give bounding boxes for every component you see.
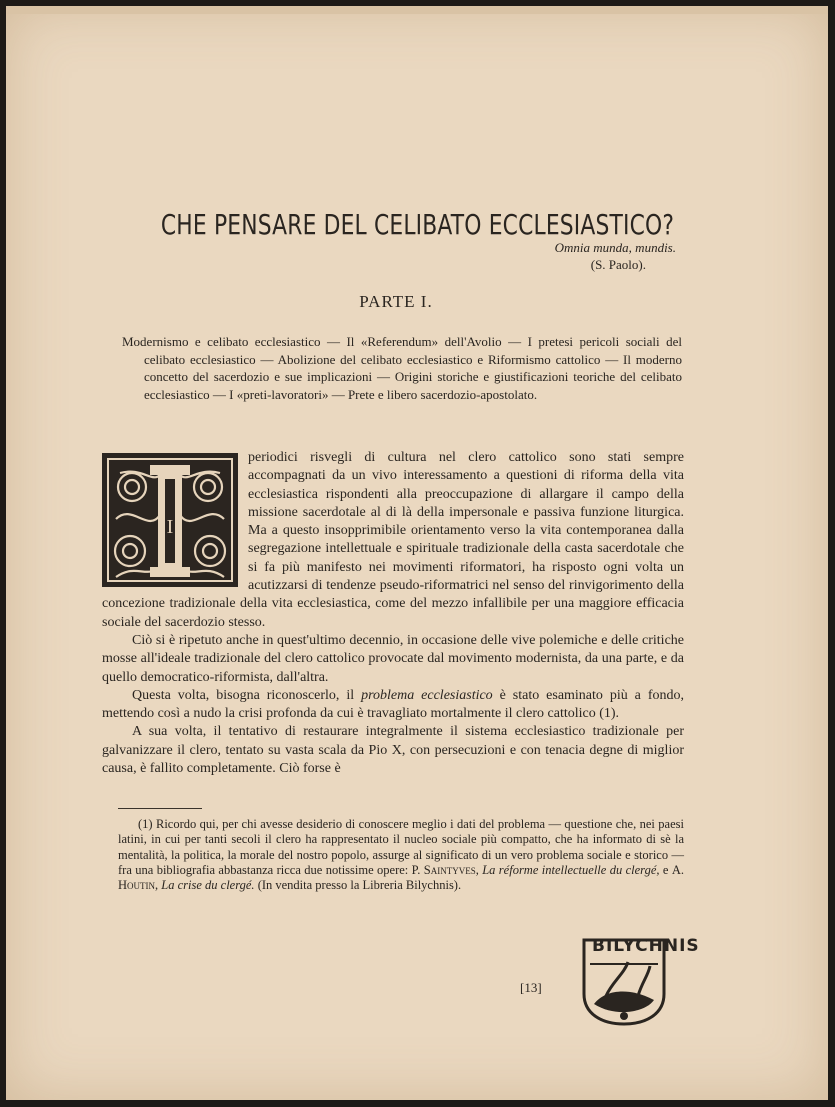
footnote xyxy=(118,817,684,893)
page xyxy=(6,6,828,1100)
ornament-icon xyxy=(102,453,238,587)
epigraph-author: (S. Paolo). xyxy=(590,257,646,272)
paragraph-4: A sua volta, il tentativo di restaurare integralmente il sistema ecclesiastico tradizionale per galvanizzare il clero, tentato su vasta scala da Pio X, con persecuzioni e con tenacia degne di miglior causa, è fallito completamente. Ciò forse è xyxy=(102,724,684,777)
footnote-tail: (In vendita presso la Libreria Bilychnis). xyxy=(254,878,462,893)
paragraph-1: periodici risvegli di cultura nel clero cattolico sono stati sempre accompagnati da un vivo interessamento a questioni di riforma della vita ecclesiastica rispondenti alla preoccupazione di allargare il campo della missione sacerdotale al di là della impersonale e passiva funzione liturgica. Ma a questo insopprimibile orientamento verso la vita contemporanea dalla segregazione intellettuale e spirituale tradizionale della casta sacerdotale che si fa più manifesto nei movimenti riformatori, ha risposto ogni volta un acutizzarsi di tendenze pseudo-riformatrici nel senso del rinvigorimento della concezione tradizionale della vita ecclesiastica, come del mezzo infallibile per una maggiore efficacia sociale del sacerdozio stesso. xyxy=(102,450,684,630)
paragraph-3-start: Questa volta, bisogna riconoscerlo, il xyxy=(132,687,362,703)
footnote-work-2: La crise du clergé. xyxy=(161,878,255,893)
decorated-initial-letter xyxy=(102,453,238,587)
epigraph-motto: Omnia munda, mundis. xyxy=(554,240,676,255)
article-body xyxy=(102,449,684,778)
footnote-work-1: La réforme intellectuelle du clergé, xyxy=(482,862,660,877)
page-top-edge xyxy=(6,6,828,14)
footnote-conjunction: e xyxy=(659,862,672,877)
footnote-author-1: P. Saintyves, xyxy=(411,862,479,877)
epigraph xyxy=(476,239,676,273)
part-heading: PARTE I. xyxy=(359,292,433,311)
publisher-logo xyxy=(576,934,700,1028)
article-title: CHE PENSARE DEL CELIBATO ECCLESIASTICO? xyxy=(160,207,675,241)
chapter-summary: Modernismo e celibato ecclesiastico — Il «Referendum» dell'Avolio — I pretesi pericoli sociali del celibato ecclesiastico — Abolizione del celibato ecclesiastico e Riformismo cattolico — Il moderno concetto del sacerdozio e sue implicazioni — Origini storiche e giustificazioni teoriche del celibato ecclesiastico — I «preti-lavoratori» — Prete e libero sacerdozio-apostolato. xyxy=(122,334,682,402)
paragraph-2: Ciò si è ripetuto anche in quest'ultimo decennio, in occasione delle vive polemiche e delle critiche mosse all'ideale tradizionale del clero cattolico provocate dal movimento modernista, da una parte, e da quello democratico-riformista, dall'altra. xyxy=(102,632,684,685)
logo-lettering: BILYCHNIS xyxy=(592,936,700,956)
paragraph-3-italic: problema ecclesiastico xyxy=(361,687,493,703)
paragraph-3-end: è stato esaminato più a fondo, mettendo così a nudo la crisi profonda da cui è travagliato mortalmente il clero cattolico (1). xyxy=(102,687,684,722)
footnote-author-2: A. Houtin, xyxy=(118,862,684,893)
footnote-text: (1) Ricordo qui, per chi avesse desiderio di conoscere meglio i dati del problema — questione che, nei paesi latini, in cui per tanti secoli il clero ha rappresentato il nucleo sociale più compatto, che ha informato di sè la mentalità, la politica, la morale del nostro popolo, assurge al significato di un vero problema sociale e storico — fra una bibliografia abbastanza ricca due notissime opere: xyxy=(118,817,684,877)
paragraph-3 xyxy=(102,687,684,724)
footnote-rule xyxy=(118,808,202,809)
svg-text:I: I xyxy=(166,516,174,538)
page-number: [13] xyxy=(520,980,542,995)
